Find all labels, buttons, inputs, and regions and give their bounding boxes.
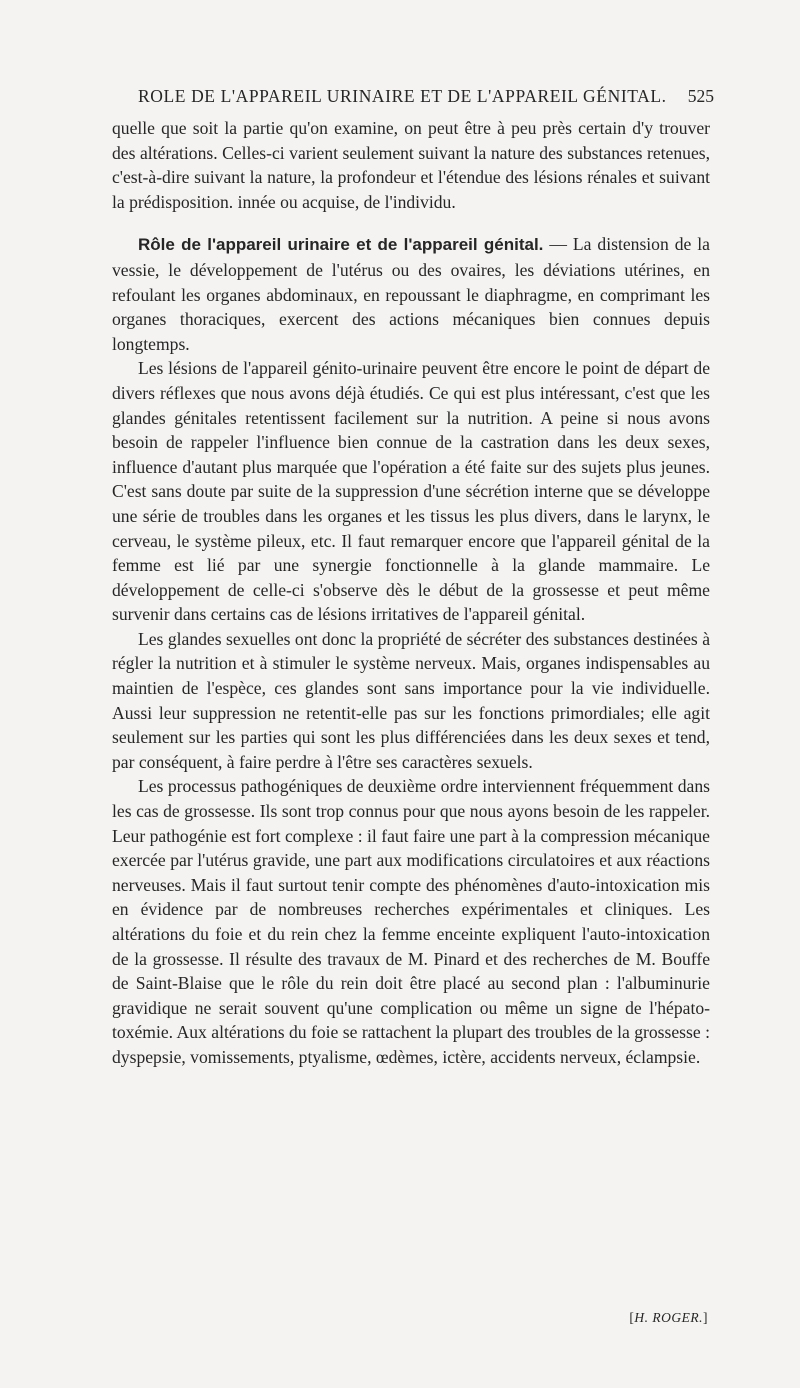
- signature-author: H. ROGER.: [634, 1310, 703, 1325]
- section-dash: —: [543, 234, 573, 255]
- page-number: 525: [687, 86, 714, 106]
- paragraph-genito-urinary-lesions: Les lésions de l'appareil génito-urinaire peuvent être encore le point de départ de divers réflexes que nous avons déjà étudiés. Ce qui est plus intéressant, c'est que les glandes génitales retentissent facilement sur la nutrition. A peine si nous avons besoin de rappeler l'influence bien connue de la castration dans les deux sexes, influence d'autant plus marquée que l'opération a été faite sur des sujets plus jeunes. C'est sans doute par suite de la suppression d'une sécrétion interne que se développe une série de troubles dans les organes et les tissus les plus divers, dans le larynx, le cerveau, le système pileux, etc. Il faut remarquer encore que l'appareil génital de la femme est lié par une synergie fonctionnelle à la glande mammaire. Le développement de celle-ci s'observe dès le début de la grossesse et peut même survenir dans certains cas de lésions irritatives de l'appareil génital.: [112, 358, 710, 625]
- signature-close-bracket: ]: [703, 1310, 708, 1325]
- paragraph-pathogenic-processes: Les processus pathogéniques de deuxième ordre interviennent fréquemment dans les cas de grossesse. Ils sont trop connus pour que nous ayons besoin de les rappeler. Leur pathogénie est fort complexe : il faut faire une part à la compression mécanique exercée par l'utérus gravide, une part aux modifications circulatoires et aux réactions nerveuses. Mais il faut surtout tenir compte des phénomènes d'auto-intoxication mis en évidence par de nombreuses recherches expérimentales et cliniques. Les altérations du foie et du rein chez la femme enceinte expliquent l'auto-intoxication de la grossesse. Il résulte des travaux de M. Pinard et des recherches de M. Bouffe de Saint-Blaise que le rôle du rein doit être placé au second plan : l'albuminurie gravidique ne serait souvent qu'une complication ou même un signe de l'hépato-toxémie. Aux altérations du foie se rattachent la plupart des troubles de la grossesse : dyspepsie, vomissements, ptyalisme, œdèmes, ictère, accidents nerveux, éclampsie.: [112, 776, 710, 1067]
- paragraph-sexual-glands: Les glandes sexuelles ont donc la propriété de sécréter des substances destinées à régler la nutrition et à stimuler le système nerveux. Mais, organes indispensables au maintien de l'espèce, ces glandes sont sans importance pour la vie individuelle. Aussi leur suppression ne retentit-elle pas sur les fonctions primordiales; elle agit seulement sur les parties qui sont les plus différenciées dans les deux sexes et tend, par conséquent, à faire perdre à l'être ses caractères sexuels.: [112, 628, 710, 772]
- section-intro-text: La distension de la vessie, le développement de l'utérus ou des ovaires, les déviations utérines, en refoulant les organes abdominaux, en repoussant le diaphragme, en comprimant les organes thoraciques, exercent des actions mécaniques bien connues depuis longtemps.: [112, 234, 710, 354]
- running-head: [138, 86, 714, 110]
- author-signature: [629, 1310, 708, 1326]
- signature-open-bracket: [: [629, 1310, 635, 1325]
- section-heading: Rôle de l'appareil urinaire et de l'appareil génital.: [138, 235, 544, 255]
- running-title: ROLE DE L'APPAREIL URINAIRE ET DE L'APPAREIL GÉNITAL.: [138, 86, 667, 106]
- paragraph-section-start: [112, 232, 710, 356]
- paragraph-continuation: quelle que soit la partie qu'on examine, on peut être à peu près certain d'y trouver des altérations. Celles-ci varient seulement suivant la nature des substances retenues, c'est-à-dire suivant la nature, la profondeur et l'étendue des lésions rénales et suivant la prédisposition. innée ou acquise, de l'individu.: [112, 118, 710, 212]
- body-text: [112, 116, 710, 1070]
